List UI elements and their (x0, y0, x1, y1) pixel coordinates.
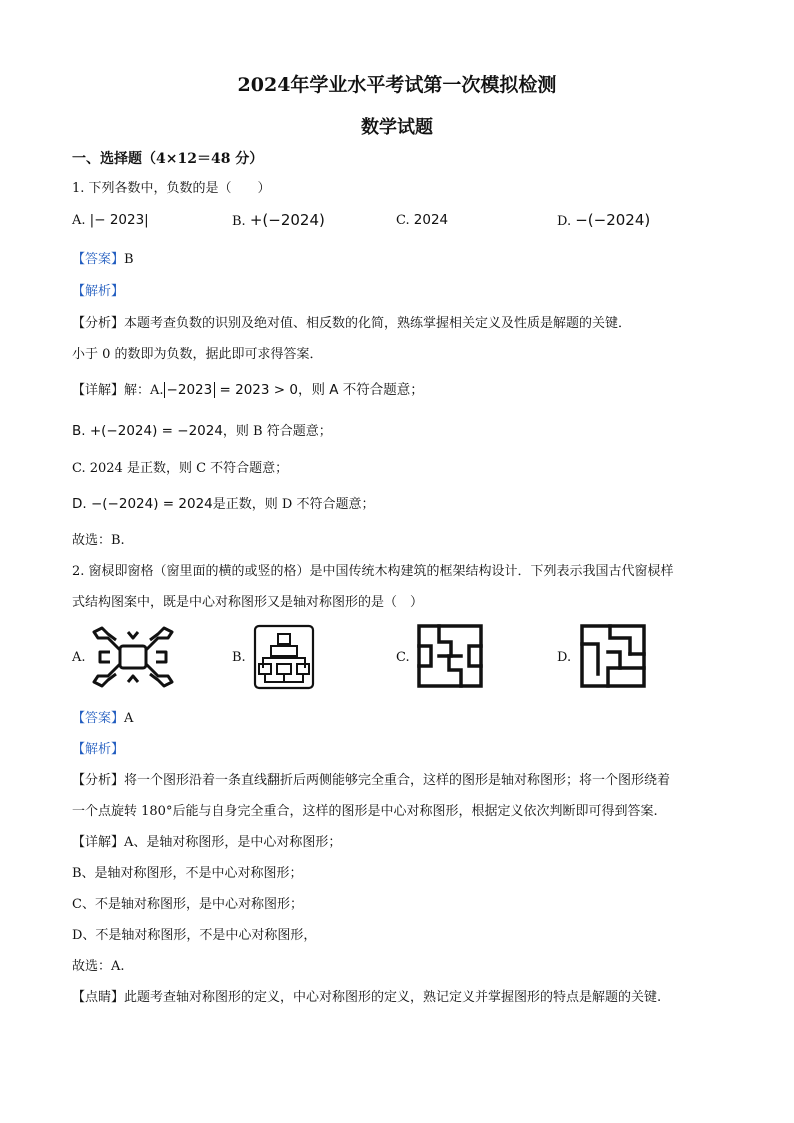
q1-option-d (557, 211, 650, 229)
page-subtitle: 数学试题 (361, 117, 433, 138)
q2-dianjing (72, 986, 661, 1005)
q2-stem-line2: 式结构图案中，既是中心对称图形又是轴对称图形的是（ ） (72, 595, 424, 610)
q1-conclusion: 故选：B. (72, 533, 125, 548)
xiangjie-b-expr: B. +(−2024) = −2024 (72, 423, 223, 439)
answer-tag: 【答案】 (72, 252, 125, 267)
q1-xiangjie-c: C. 2024 是正数，则 C 不符合题意； (72, 461, 289, 476)
window-lattice-h-icon (417, 624, 483, 688)
analysis-tag: 【解析】 (72, 742, 125, 757)
q2-xiangjie-c: C、不是轴对称图形，是中心对称图形； (72, 897, 303, 912)
xiangjie-a-rest: = 2023 > 0，则 A 不符合题意； (215, 382, 424, 398)
dianjing-text: 此题考查轴对称图形的定义，中心对称图形的定义，熟记定义并掌握图形的特点是解题的关键. (124, 990, 662, 1005)
q2-option-b-letter: B. (232, 650, 246, 665)
q2-stem-line1: 2. 窗棂即窗格（窗里面的横的或竖的格）是中国传统木构建筑的框架结构设计．下列表示我国古代窗棂样 (72, 564, 674, 579)
xiangjie-a-prefix: 解：A. (124, 383, 164, 398)
fenxi-tag: 【分析】 (72, 316, 125, 331)
fenxi-text: 本题考查负数的识别及绝对值、相反数的化简，熟练掌握相关定义及性质是解题的关键． (124, 316, 632, 331)
answer-value: B (124, 252, 134, 267)
q1-option-c-letter: C. (396, 213, 410, 228)
dianjing-tag: 【点睛】 (72, 990, 125, 1005)
answer-value: A (124, 711, 134, 726)
q2-xiangjie-a (72, 831, 341, 850)
q1-xiangjie-a (72, 378, 424, 398)
q1-option-a-letter: A. (72, 213, 86, 228)
page-title: 2024年学业水平考试第一次模拟检测 (237, 74, 557, 96)
xiangjie-tag: 【详解】 (72, 835, 125, 850)
q1-answer (72, 248, 134, 267)
xiangjie-d-expr: D. −(−2024) = 2024 (72, 496, 213, 512)
xiangjie-tag: 【详解】 (72, 383, 125, 398)
q1-fenxi-2: 小于 0 的数即为负数，据此即可求得答案． (72, 347, 323, 362)
q1-option-a (72, 212, 149, 228)
q1-option-a-expr: |− 2023| (89, 212, 149, 228)
answer-tag: 【答案】 (72, 711, 125, 726)
xiangjie-a-text: A、是轴对称图形，是中心对称图形； (124, 835, 342, 850)
q2-answer (72, 707, 133, 726)
q1-xiangjie-b (72, 420, 332, 439)
q1-option-c-expr: 2024 (413, 212, 449, 228)
q1-option-d-expr: −(−2024) (575, 211, 651, 229)
q2-xiangjie-d: D、不是轴对称图形，不是中心对称图形， (72, 928, 317, 943)
q1-fenxi (72, 312, 631, 331)
q1-option-b-letter: B. (232, 214, 246, 229)
q2-option-c-letter: C. (396, 650, 410, 665)
fenxi-text: 将一个图形沿着一条直线翻折后两侧能够完全重合，这样的图形是轴对称图形；将一个图形绕着 (124, 773, 671, 788)
xiangjie-d-text: 是正数，则 D 不符合题意； (212, 497, 375, 512)
section-heading: 一、选择题（4×12＝48 分） (72, 151, 264, 167)
q2-fenxi-1 (72, 769, 670, 788)
q2-option-a-letter: A. (72, 650, 86, 665)
q1-xiangjie-d (72, 493, 374, 512)
fenxi-tag: 【分析】 (72, 773, 125, 788)
analysis-tag: 【解析】 (72, 284, 125, 299)
window-lattice-tree-icon (253, 624, 315, 690)
q2-xiangjie-b: B、是轴对称图形，不是中心对称图形； (72, 866, 303, 881)
window-lattice-spiral-icon (580, 624, 646, 688)
window-lattice-cross-icon (90, 626, 176, 688)
q2-conclusion: 故选：A. (72, 959, 125, 974)
q2-option-d-letter: D. (557, 650, 572, 665)
q1-stem: 1. 下列各数中，负数的是（ ） (72, 181, 271, 196)
abs-value-expr: −2023 (164, 382, 216, 398)
xiangjie-b-text: ，则 B 符合题意； (222, 424, 332, 439)
q1-option-b (232, 211, 325, 229)
q2-fenxi-2: 一个点旋转 180°后能与自身完全重合，这样的图形是中心对称图形，根据定义依次判断即可得到答案. (72, 804, 658, 819)
q1-option-b-expr: +(−2024) (249, 211, 325, 229)
q1-option-c (396, 212, 448, 228)
q1-option-d-letter: D. (557, 214, 572, 229)
